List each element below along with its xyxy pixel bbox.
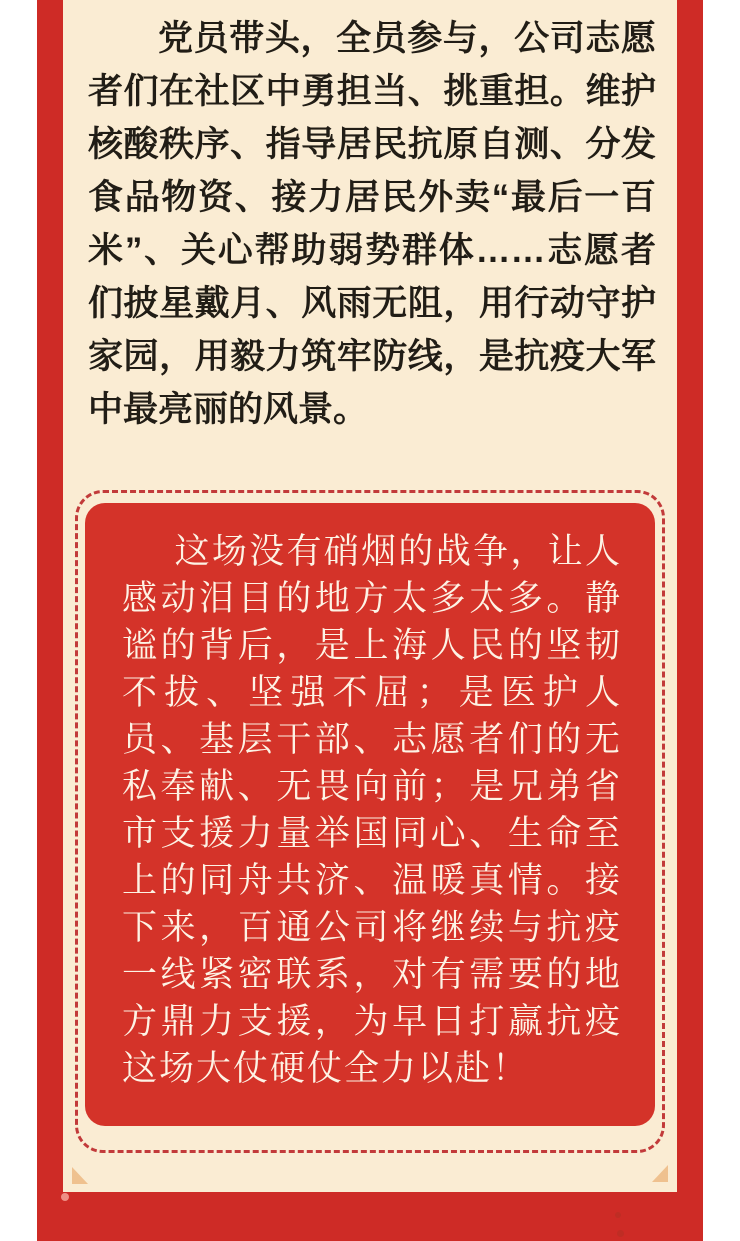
decor-dot-pink (61, 1193, 69, 1201)
decor-dot-dark-1 (615, 1212, 621, 1218)
fold-corner-left-icon (72, 1167, 88, 1184)
poster-background (37, 0, 703, 1241)
card-paragraph: 这场没有硝烟的战争，让人感动泪目的地方太多太多。静谧的背后，是上海人民的坚韧不拔、坚强不屈；是医护人员、基层干部、志愿者们的无私奉献、无畏向前；是兄弟省市支援力量举国同心、生命至上的同舟共济、温暖真情。接下来，百通公司将继续与抗疫一线紧密联系，对有需要的地方鼎力支援，为早日打赢抗疫这场大仗硬仗全力以赴！ (122, 532, 622, 1088)
intro-paragraph: 党员带头，全员参与，公司志愿者们在社区中勇担当、挑重担。维护核酸秩序、指导居民抗原自测、分发食品物资、接力居民外卖“最后一百米”、关心帮助弱势群体……志愿者们披星戴月、风雨无阻，用行动守护家园，用毅力筑牢防线，是抗疫大军中最亮丽的风景。 (88, 19, 656, 429)
highlight-card (85, 503, 655, 1126)
fold-corner-right-icon (652, 1165, 668, 1182)
decor-dot-dark-2 (617, 1230, 624, 1237)
content-panel (63, 0, 677, 1192)
